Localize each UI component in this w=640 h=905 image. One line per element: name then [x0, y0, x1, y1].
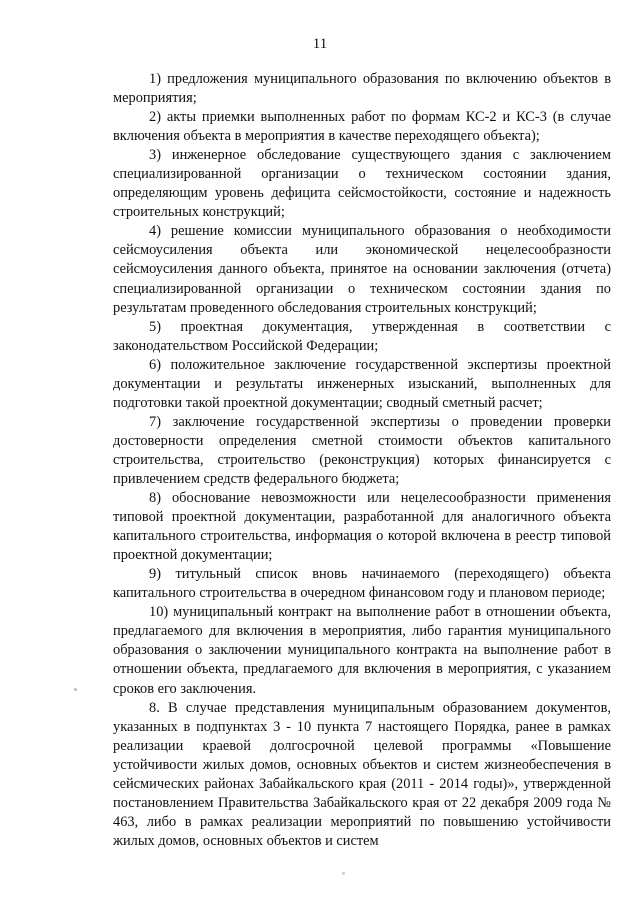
section-8-paragraph: 8. В случае представления муниципальным образованием документов, указанных в подпунктах 3 - 10 пункта 7 настоящего Порядка, ранее в рамках реализации краевой долгосрочной целевой программы «Повышение устойчивости жилых домов, основных объектов и систем жизнеобеспечения в сейсмических районах Забайкальского края (2011 - 2014 годы)», утвержденной постановлением Правительства Забайкальского края от 22 декабря 2009 года № 463, либо в рамках реализации мероприятий по повышению устойчивости жилых домов, основных объектов и систем [113, 699, 611, 849]
list-item-10: 10) муниципальный контракт на выполнение работ в отношении объекта, предлагаемого для включения в мероприятия, либо гарантия муниципального образования о заключении муниципального контракта на выполнение работ в отношении объекта, предлагаемого для включения в мероприятия, с указанием сроков его заключения. [113, 604, 611, 697]
scan-speck [74, 688, 77, 691]
list-item-4: 4) решение комиссии муниципального образования о необходимости сейсмоусиления объекта или экономической нецелесообразности сейсмоусиления данного объекта, принятое на основании заключения (отчета) специализированной организации о техническом состоянии здания по результатам проведенного обследования строительных конструкций; [113, 223, 611, 316]
list-item-2: 2) акты приемки выполненных работ по формам КС-2 и КС-3 (в случае включения объекта в мероприятия в качестве переходящего объекта); [113, 109, 611, 145]
list-item-8: 8) обоснование невозможности или нецелесообразности применения типовой проектной документации, разработанной для аналогичного объекта капитального строительства, информация о которой включена в реестр типовой проектной документации; [113, 490, 611, 564]
document-body [113, 70, 611, 851]
page-number: 11 [312, 36, 328, 52]
scan-speck [342, 872, 345, 875]
list-item-5: 5) проектная документация, утвержденная в соответствии с законодательством Российской Федерации; [113, 318, 611, 354]
list-item-3: 3) инженерное обследование существующего здания с заключением специализированной организации о техническом состоянии здания, определяющим уровень дефицита сейсмостойкости, состояние и надежность строительных конструкций; [113, 147, 611, 221]
list-item-6: 6) положительное заключение государственной экспертизы проектной документации и результаты инженерных изысканий, выполненных для подготовки такой проектной документации; сводный сметный расчет; [113, 356, 611, 411]
list-item-9: 9) титульный список вновь начинаемого (переходящего) объекта капитального строительства в очередном финансовом году и плановом периоде; [113, 566, 611, 602]
list-item-7: 7) заключение государственной экспертизы о проведении проверки достоверности определения сметной стоимости объектов капитального строительства, строительство (реконструкция) которых финансируется с привлечением средств федерального бюджета; [113, 413, 611, 487]
list-item-1: 1) предложения муниципального образования по включению объектов в мероприятия; [113, 71, 611, 107]
